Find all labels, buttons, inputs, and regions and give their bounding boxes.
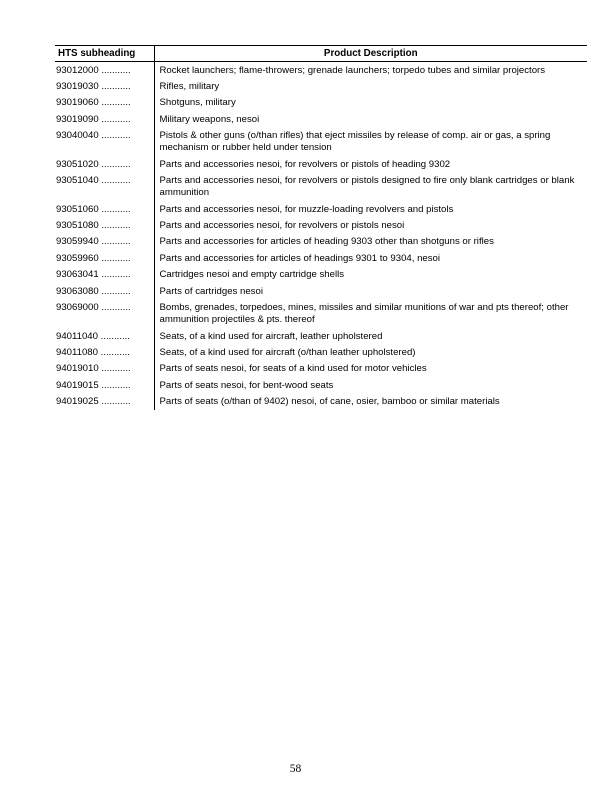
hts-code-cell: 94019010 ........... (56, 363, 131, 375)
table-row (55, 201, 587, 217)
table-row (55, 328, 587, 344)
table-body (55, 62, 587, 411)
table-row (55, 218, 587, 234)
hts-code-cell: 93051040 ........... (56, 175, 131, 187)
hts-code-cell: 94011080 ........... (56, 346, 130, 358)
table-row (55, 377, 587, 393)
product-description-cell: Seats, of a kind used for aircraft (o/than leather upholstered) (154, 345, 587, 361)
header-row (55, 46, 587, 62)
product-description-header: Product Description (154, 46, 587, 62)
table-row (55, 234, 587, 250)
hts-code-cell: 93063041 ........... (56, 269, 131, 281)
product-description-cell: Parts and accessories for articles of heading 9303 other than shotguns or rifles (154, 234, 587, 250)
hts-code-cell: 93051080 ........... (56, 220, 131, 232)
table-row (55, 128, 587, 157)
product-description-cell: Parts of cartridges nesoi (154, 283, 587, 299)
product-description-cell: Parts and accessories nesoi, for revolvers or pistols nesoi (154, 218, 587, 234)
table-row (55, 300, 587, 329)
table-row (55, 173, 587, 202)
hts-code-cell: 93069000 ........... (56, 301, 131, 313)
table-row (55, 62, 587, 79)
hts-code-cell: 93051020 ........... (56, 158, 131, 170)
product-description-cell: Parts and accessories nesoi, for revolvers or pistols of heading 9302 (154, 156, 587, 172)
product-description-cell: Shotguns, military (154, 95, 587, 111)
table-row (55, 361, 587, 377)
hts-code-cell: 93059940 ........... (56, 236, 131, 248)
hts-code-cell: 93063080 ........... (56, 285, 131, 297)
hts-code-cell: 93040040 ........... (56, 130, 131, 142)
product-description-cell: Parts and accessories for articles of headings 9301 to 9304, nesoi (154, 251, 587, 267)
product-description-cell: Parts and accessories nesoi, for muzzle-loading revolvers and pistols (154, 201, 587, 217)
hts-code-cell: 93051060 ........... (56, 203, 131, 215)
product-description-cell: Parts of seats (o/than of 9402) nesoi, of cane, osier, bamboo or similar materials (154, 394, 587, 410)
hts-table (55, 45, 587, 410)
hts-code-cell: 93019060 ........... (56, 97, 131, 109)
table-row (55, 345, 587, 361)
table-row (55, 267, 587, 283)
table-row (55, 283, 587, 299)
table-row (55, 95, 587, 111)
product-description-cell: Parts of seats nesoi, for bent-wood seats (154, 377, 587, 393)
product-description-cell: Cartridges nesoi and empty cartridge shells (154, 267, 587, 283)
hts-code-cell: 94019015 ........... (56, 379, 131, 391)
product-description-cell: Rifles, military (154, 79, 587, 95)
product-description-cell: Seats, of a kind used for aircraft, leather upholstered (154, 328, 587, 344)
product-description-cell: Pistols & other guns (o/than rifles) that eject missiles by release of comp. air or gas, a spring mechanism or rubber held under tension (154, 128, 587, 157)
hts-code-cell: 93059960 ........... (56, 252, 131, 264)
hts-subheading-header: HTS subheading (55, 46, 154, 62)
product-description-cell: Parts of seats nesoi, for seats of a kind used for motor vehicles (154, 361, 587, 377)
product-description-cell: Parts and accessories nesoi, for revolvers or pistols designed to fire only blank cartridges or blank ammunition (154, 173, 587, 202)
product-description-cell: Bombs, grenades, torpedoes, mines, missiles and similar munitions of war and pts thereof; other ammunition projectiles & pts. thereof (154, 300, 587, 329)
table-row (55, 394, 587, 410)
hts-code-cell: 94019025 ........... (56, 396, 131, 408)
table-header (55, 46, 587, 62)
table-row (55, 111, 587, 127)
hts-code-cell: 94011040 ........... (56, 330, 130, 342)
product-description-cell: Rocket launchers; flame-throwers; grenade launchers; torpedo tubes and similar projectors (154, 62, 587, 79)
product-description-cell: Military weapons, nesoi (154, 111, 587, 127)
page-number: 58 (289, 763, 302, 775)
table-row (55, 251, 587, 267)
hts-code-cell: 93012000 ........... (56, 64, 131, 76)
table-row (55, 79, 587, 95)
hts-code-cell: 93019090 ........... (56, 113, 131, 125)
hts-code-cell: 93019030 ........... (56, 80, 131, 92)
table-row (55, 156, 587, 172)
